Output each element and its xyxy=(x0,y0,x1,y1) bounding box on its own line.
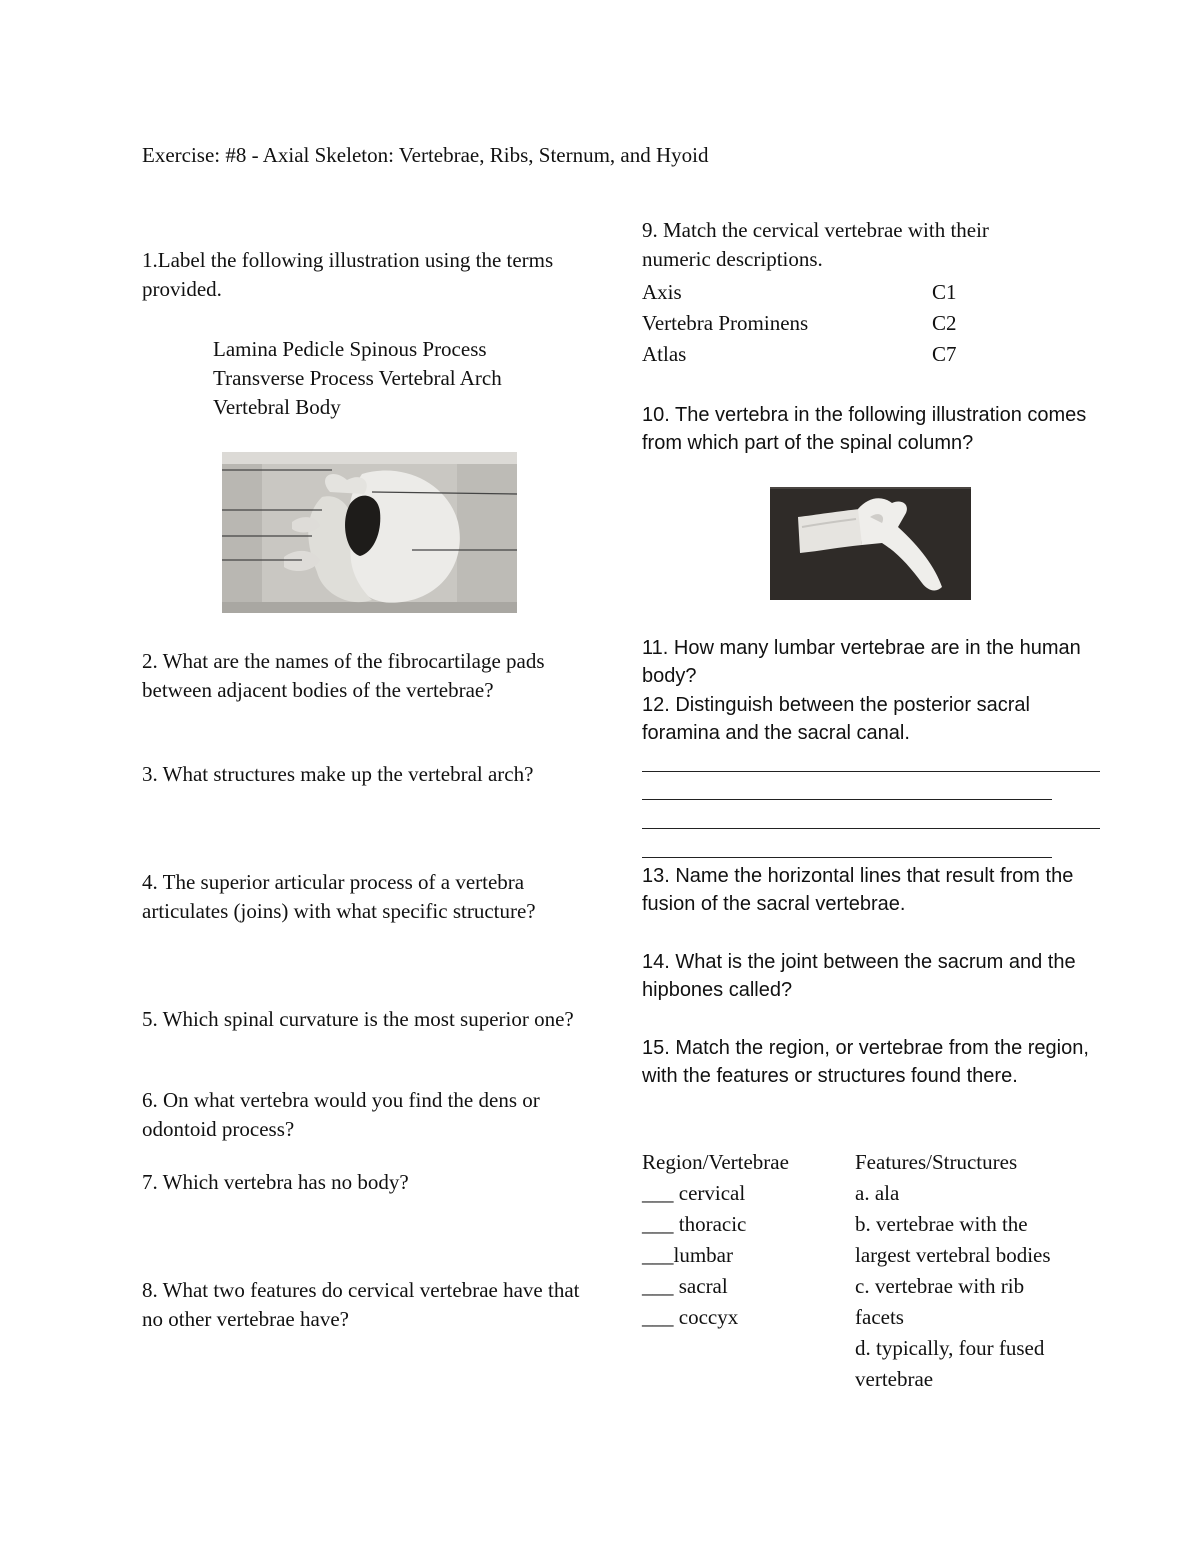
q1-terms xyxy=(213,335,573,422)
q9-row xyxy=(642,309,1042,338)
answer-line[interactable] xyxy=(642,828,1100,829)
question-3: 3. What structures make up the vertebral arch? xyxy=(142,762,534,786)
q15-region-item[interactable]: ___lumbar xyxy=(642,1243,733,1267)
answer-line[interactable] xyxy=(642,799,1052,800)
answer-line[interactable] xyxy=(642,771,1100,772)
q15-region-item[interactable]: ___ cervical xyxy=(642,1181,746,1205)
q9-vertebra-code: C2 xyxy=(932,311,957,335)
q9-vertebra-name: Axis xyxy=(642,280,682,304)
question-1: 1.Label the following illustration using the terms provided. xyxy=(142,248,554,301)
q9-row xyxy=(642,340,1042,369)
question-13: 13. Name the horizontal lines that result from the fusion of the sacral vertebrae. xyxy=(642,865,1074,915)
question-9: 9. Match the cervical vertebrae with their numeric descriptions. xyxy=(642,218,989,271)
q9-match-table xyxy=(642,278,1042,369)
q1-terms-line: Lamina Pedicle Spinous Process xyxy=(213,337,487,361)
q15-feature-item: facets xyxy=(855,1305,904,1329)
vertebra-top-view-image xyxy=(222,452,517,613)
page-title: Exercise: #8 - Axial Skeleton: Vertebrae, Ribs, Sternum, and Hyoid xyxy=(142,143,709,167)
q9-vertebra-code: C7 xyxy=(932,342,957,366)
question-15: 15. Match the region, or vertebrae from the region, with the features or structures found there. xyxy=(642,1037,1089,1087)
q15-region-item[interactable]: ___ sacral xyxy=(642,1274,728,1298)
q15-features-column xyxy=(855,1148,1095,1394)
question-7: 7. Which vertebra has no body? xyxy=(142,1170,409,1194)
q15-region-header: Region/Vertebrae xyxy=(642,1150,789,1174)
question-11: 11. How many lumbar vertebrae are in the human body? xyxy=(642,637,1081,687)
q15-features-header: Features/Structures xyxy=(855,1150,1018,1174)
vertebra-lateral-view-image xyxy=(770,487,971,600)
q15-feature-item: c. vertebrae with rib xyxy=(855,1274,1025,1298)
q9-row xyxy=(642,278,1042,307)
q15-feature-item: a. ala xyxy=(855,1181,900,1205)
q15-feature-item: b. vertebrae with the xyxy=(855,1212,1028,1236)
question-5: 5. Which spinal curvature is the most superior one? xyxy=(142,1007,574,1031)
answer-line[interactable] xyxy=(642,857,1052,858)
q15-region-item[interactable]: ___ thoracic xyxy=(642,1212,747,1236)
q1-terms-line: Vertebral Body xyxy=(213,395,341,419)
q9-vertebra-code: C1 xyxy=(932,280,957,304)
q15-feature-item: largest vertebral bodies xyxy=(855,1243,1051,1267)
question-12: 12. Distinguish between the posterior sacral foramina and the sacral canal. xyxy=(642,694,1030,744)
q15-feature-item: d. typically, four fused xyxy=(855,1336,1045,1360)
q9-vertebra-name: Vertebra Prominens xyxy=(642,311,809,335)
q15-region-item[interactable]: ___ coccyx xyxy=(642,1305,739,1329)
question-8: 8. What two features do cervical vertebrae have that no other vertebrae have? xyxy=(142,1278,580,1331)
q15-feature-item: vertebrae xyxy=(855,1367,934,1391)
question-14: 14. What is the joint between the sacrum and the hipbones called? xyxy=(642,951,1076,1001)
question-6: 6. On what vertebra would you find the dens or odontoid process? xyxy=(142,1088,540,1141)
q1-terms-line: Transverse Process Vertebral Arch xyxy=(213,366,502,390)
q9-vertebra-name: Atlas xyxy=(642,342,687,366)
q15-region-column xyxy=(642,1148,855,1332)
question-4: 4. The superior articular process of a vertebra articulates (joins) with what specific structure? xyxy=(142,870,536,923)
question-10: 10. The vertebra in the following illustration comes from which part of the spinal column? xyxy=(642,404,1087,454)
question-2: 2. What are the names of the fibrocartilage pads between adjacent bodies of the vertebrae? xyxy=(142,649,545,702)
